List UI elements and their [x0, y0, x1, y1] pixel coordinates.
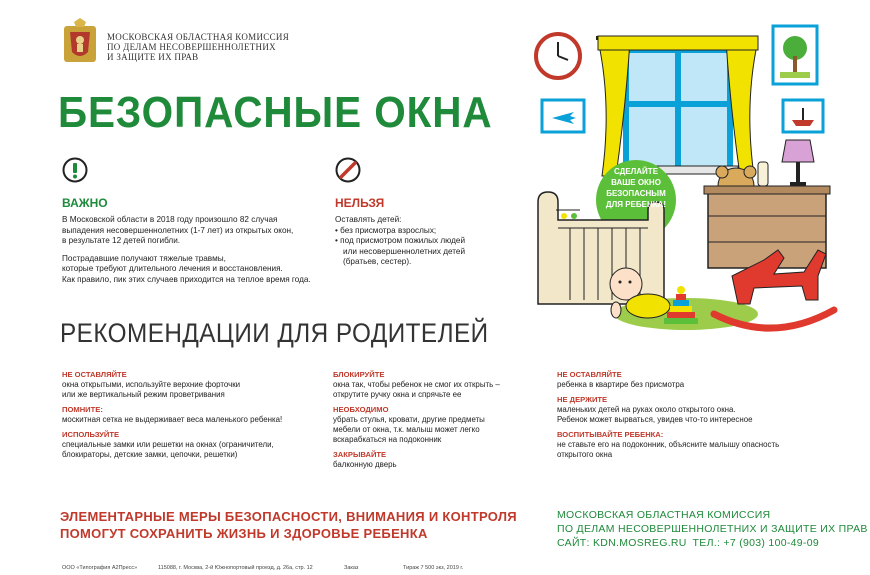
window-icon — [618, 50, 738, 174]
rec-column-3 — [557, 370, 779, 460]
footer-run: Тираж 7 500 экз, 2019 г. — [403, 565, 464, 571]
rec-line: маленьких детей на руках около открытого окна. — [557, 405, 736, 414]
rec-line: окна открытыми, используйте верхние форточки — [62, 380, 241, 389]
dresser-icon — [704, 186, 830, 268]
text-line: Оставлять детей: — [335, 215, 402, 224]
phone-number: ТЕЛ.: +7 (903) 100-49-09 — [692, 537, 819, 549]
rec-label: ИСПОЛЬЗУЙТЕ — [62, 430, 120, 439]
contact-line — [557, 536, 819, 550]
org-line: ПО ДЕЛАМ НЕСОВЕРШЕННОЛЕТНИХ — [107, 42, 276, 52]
rec-line: специальные замки или решетки на окнах (ограничители, — [62, 440, 274, 449]
bubble-line: БЕЗОПАСНЫМ — [606, 189, 666, 198]
footer-printer: ООО «Типография А2Пресс» — [62, 565, 138, 571]
bullet-text: без присмотра взрослых; — [340, 225, 437, 235]
bubble-text — [600, 166, 672, 210]
rec-label: НЕ ОСТАВЛЯЙТЕ — [557, 370, 622, 379]
exclamation-circle-icon — [62, 157, 88, 183]
rec-line: открутите ручку окна и спрячьте ее — [333, 390, 462, 399]
rec-label: ЗАКРЫВАЙТЕ — [333, 450, 387, 459]
text-line: В Московской области в 2018 году произошло 82 случая — [62, 215, 278, 224]
contact-block — [557, 508, 868, 550]
header-org-name — [107, 32, 289, 62]
rec-line: или же вертикальный режим проветривания — [62, 390, 225, 399]
rec-label: НЕ ДЕРЖИТЕ — [557, 395, 608, 404]
website-link[interactable]: САЙТ: KDN.MOSREG.RU — [557, 537, 687, 549]
rec-line: мебели от окна, т.к. малыш может легко — [333, 425, 480, 434]
text-line: которые требуют длительного лечения и восстановления. — [62, 264, 283, 273]
safety-slogan — [60, 508, 517, 542]
rec-line: блокираторы, детские замки, цепочки, решетки) — [62, 450, 238, 459]
text-line: Пострадавшие получают тяжелые травмы, — [62, 253, 226, 263]
rec-column-1 — [62, 370, 282, 460]
bubble-line: ВАШЕ ОКНО — [611, 178, 661, 187]
nursery-illustration — [518, 14, 858, 344]
prohibited-icon — [335, 157, 361, 183]
bullet-item: • без присмотра взрослых; — [335, 225, 437, 235]
text-line: Как правило, пик этих случаев приходится на теплое время года. — [62, 274, 311, 284]
org-line: МОСКОВСКАЯ ОБЛАСТНАЯ КОМИССИЯ — [557, 509, 771, 521]
org-line: И ЗАЩИТЕ ИХ ПРАВ — [107, 52, 199, 62]
footer-address: 115088, г. Москва, 2-й Южнопортовый проезд, д. 26а, стр. 12 — [158, 565, 313, 571]
important-heading: ВАЖНО — [62, 196, 108, 210]
tree-picture-icon — [773, 26, 817, 84]
boat-picture-icon — [783, 100, 823, 132]
rec-line: убрать стулья, кровати, другие предметы — [333, 415, 485, 424]
slogan-line: ПОМОГУТ СОХРАНИТЬ ЖИЗНЬ И ЗДОРОВЬЕ РЕБЕНКА — [60, 526, 428, 541]
rec-label: НЕ ОСТАВЛЯЙТЕ — [62, 370, 127, 379]
bullet-text: под присмотром пожилых людей — [340, 236, 466, 245]
text-line: выпадения несовершеннолетних (1-7 лет) из открытых окон, — [62, 225, 294, 235]
lamp-icon — [782, 140, 814, 186]
bubble-line: СДЕЛАЙТЕ — [613, 167, 659, 176]
org-line: ПО ДЕЛАМ НЕСОВЕРШЕННОЛЕТНИХ И ЗАЩИТЕ ИХ ПРАВ — [557, 523, 868, 535]
plane-picture-icon — [542, 100, 584, 132]
page-title: БЕЗОПАСНЫЕ ОКНА — [58, 88, 493, 137]
rec-line: ребенка в квартире без присмотра — [557, 380, 685, 389]
rec-line: окна так, чтобы ребенок не смог их открыть – — [333, 380, 500, 389]
footer-order: Заказ — [344, 565, 359, 571]
rec-line: вскарабкаться на подоконник — [333, 435, 442, 444]
rec-line: открытого окна — [557, 450, 613, 459]
rec-line: не ставьте его на подоконник, объясните малышу опасность — [557, 440, 780, 449]
rec-label: БЛОКИРУЙТЕ — [333, 370, 385, 379]
text-line: (братьев, сестер). — [343, 257, 412, 266]
rec-line: Ребенок может вырваться, увидев что-то интересное — [557, 415, 753, 424]
rec-line: балконную дверь — [333, 460, 397, 469]
text-line: в результате 12 детей погибли. — [62, 236, 181, 245]
bubble-line: ДЛЯ РЕБЕНКА! — [605, 200, 667, 209]
rec-label: ВОСПИТЫВАЙТЕ РЕБЕНКА: — [557, 430, 664, 439]
rec-label: НЕОБХОДИМО — [333, 405, 389, 414]
bullet-item: • под присмотром пожилых людей — [335, 236, 466, 245]
forbidden-heading: НЕЛЬЗЯ — [335, 196, 385, 210]
slogan-line: ЭЛЕМЕНТАРНЫЕ МЕРЫ БЕЗОПАСНОСТИ, ВНИМАНИЯ И КОНТРОЛЯ — [60, 509, 517, 524]
recommendations-title: РЕКОМЕНДАЦИИ ДЛЯ РОДИТЕЛЕЙ — [60, 318, 489, 348]
wall-clock-icon — [536, 34, 580, 78]
rec-label: ПОМНИТЕ: — [62, 405, 103, 414]
forbidden-text — [335, 215, 465, 268]
coat-of-arms-icon — [62, 18, 98, 64]
rec-column-2 — [333, 370, 500, 470]
important-text — [62, 215, 311, 285]
rec-line: москитная сетка не выдерживает веса маленького ребенка! — [62, 415, 283, 424]
org-line: МОСКОВСКАЯ ОБЛАСТНАЯ КОМИССИЯ — [107, 32, 289, 42]
text-line: или несовершеннолетних детей — [343, 246, 466, 256]
